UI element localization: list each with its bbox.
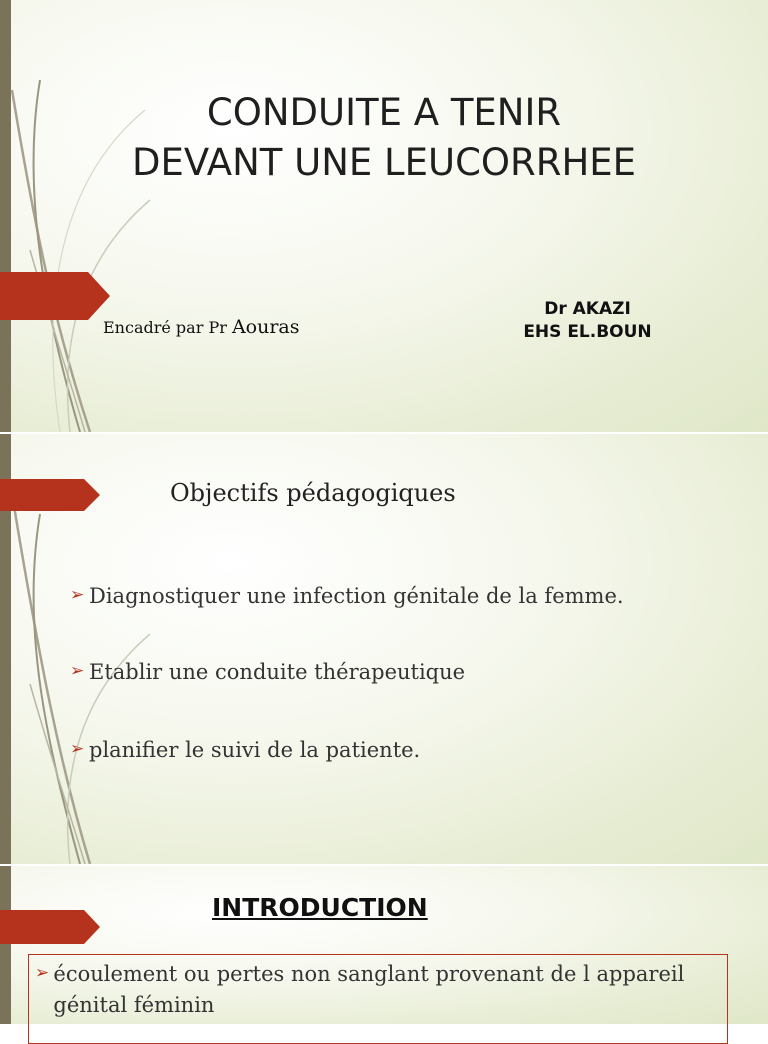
introduction-box: [28, 954, 728, 1044]
arrow-bullet-icon: ➢: [70, 661, 85, 681]
objectives-heading: Objectifs pédagogiques: [170, 479, 456, 507]
objective-text: planifier le suivi de la patiente.: [89, 738, 421, 762]
objective-item: [70, 660, 465, 684]
introduction-heading: INTRODUCTION: [212, 893, 428, 922]
arrow-bullet-icon: ➢: [70, 585, 85, 605]
title-line-1: CONDUITE A TENIR: [206, 91, 562, 134]
slide-sidebar: [0, 866, 11, 1024]
slide-title: [0, 0, 768, 432]
author-name: Dr AKAZI: [544, 299, 631, 319]
author-block: [500, 298, 675, 344]
objective-text: Etablir une conduite thérapeutique: [89, 660, 466, 684]
arrow-bullet-icon: ➢: [35, 963, 50, 983]
introduction-text: écoulement ou pertes non sanglant provenant de l appareil génital féminin: [53, 962, 685, 1017]
title-tag-shape: [0, 272, 110, 320]
introduction-tag-shape: [0, 910, 100, 944]
objectives-tag-shape: [0, 479, 100, 511]
supervisor-name: Aouras: [231, 316, 300, 338]
author-affiliation: EHS EL.BOUN: [523, 322, 652, 342]
slide-title-text: [40, 88, 728, 188]
introduction-item: [35, 959, 721, 1021]
arrow-bullet-icon: ➢: [70, 739, 85, 759]
supervisor-prefix: Encadré par Pr: [103, 318, 232, 337]
title-line-2: DEVANT UNE LEUCORRHEE: [131, 141, 637, 184]
objective-item: [70, 738, 420, 762]
supervisor-line: [103, 316, 300, 338]
objective-item: [70, 584, 624, 608]
objective-text: Diagnostiquer une infection génitale de la femme.: [89, 584, 624, 608]
decorative-curves: [0, 0, 160, 432]
